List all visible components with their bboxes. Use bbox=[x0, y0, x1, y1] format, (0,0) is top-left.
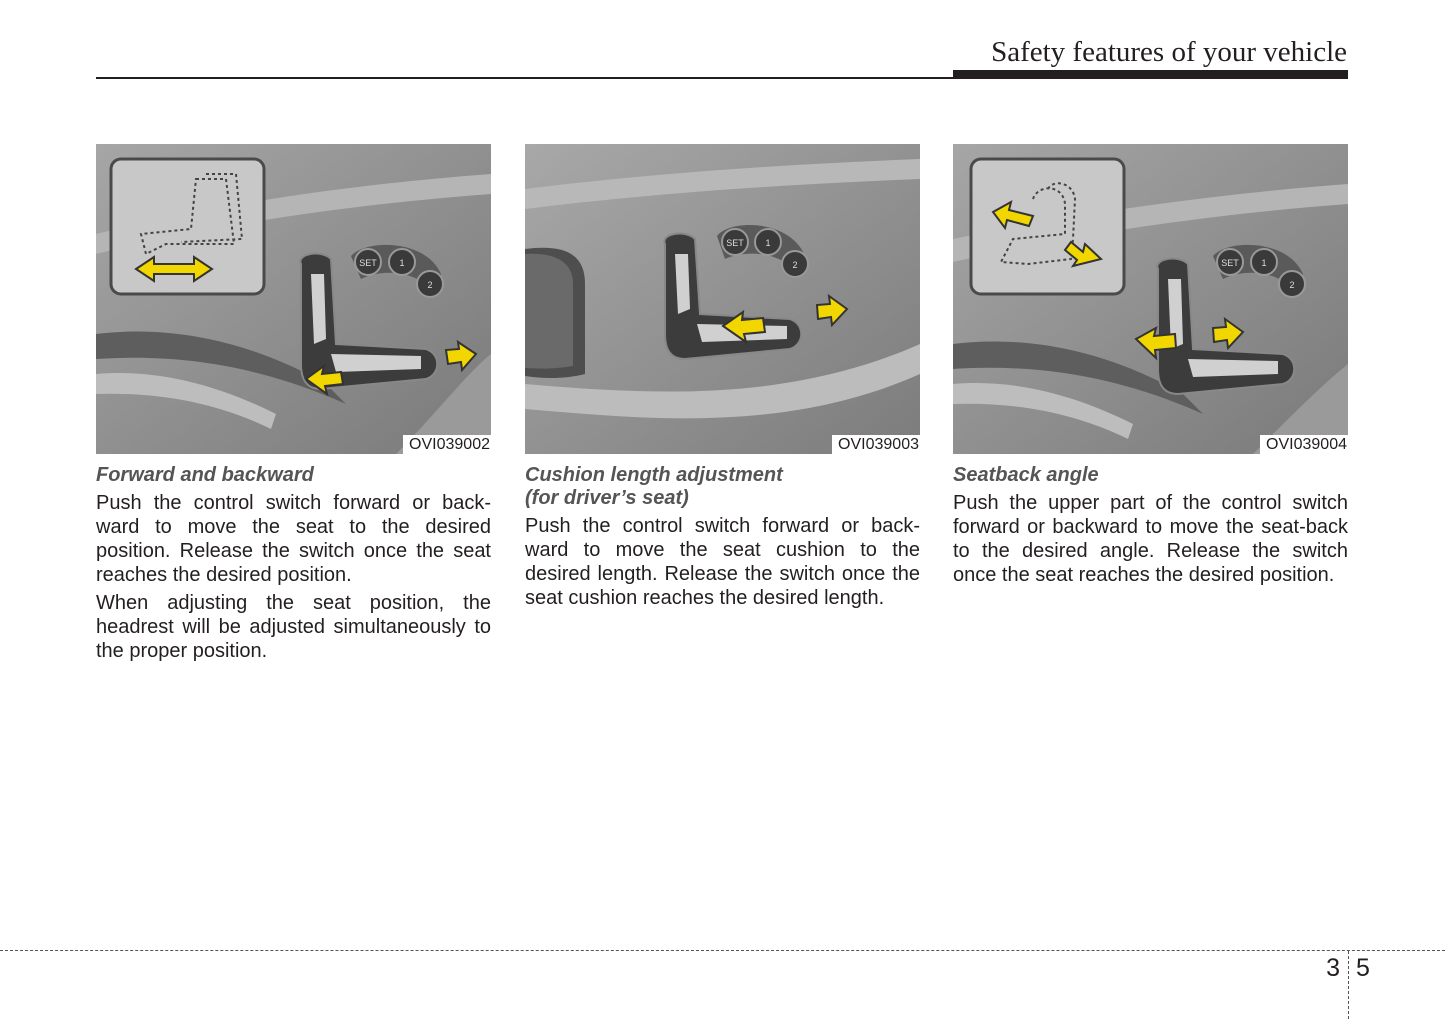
svg-text:SET: SET bbox=[1221, 258, 1239, 268]
paragraph: Push the control switch forward or back-ward to move the seat to the desired position. Release the switch once the seat reaches the desired position. bbox=[96, 492, 491, 586]
section-forward-backward bbox=[96, 144, 491, 663]
figure-code: OVI039003 bbox=[832, 435, 920, 454]
page-section-number: 3 bbox=[1326, 954, 1340, 982]
seatback-angle-illustration bbox=[953, 144, 1348, 454]
paragraph: Push the upper part of the control switch forward or backward to move the seat-back to the desired angle. Release the switch once the seat reaches the desired position. bbox=[953, 492, 1348, 586]
section-cushion-length bbox=[525, 144, 920, 610]
section-title: Cushion length adjustment (for driver’s seat) bbox=[525, 464, 783, 509]
paragraph: When adjusting the seat position, the headrest will be adjusted simultaneously to the proper position. bbox=[96, 592, 491, 662]
svg-text:1: 1 bbox=[399, 258, 405, 268]
paragraph: Push the control switch forward or back-ward to move the seat cushion to the desired length. Release the switch once the seat cushion reaches the desired length. bbox=[525, 515, 920, 609]
svg-text:1: 1 bbox=[765, 238, 771, 248]
figure-code: OVI039002 bbox=[403, 435, 491, 454]
svg-text:1: 1 bbox=[1261, 258, 1267, 268]
seat-forward-backward-illustration bbox=[96, 144, 491, 454]
footer-rule bbox=[0, 950, 1445, 951]
figure-code: OVI039004 bbox=[1260, 435, 1348, 454]
svg-text:2: 2 bbox=[1289, 280, 1295, 290]
figure-cushion-length bbox=[525, 144, 920, 454]
page-number: 5 bbox=[1356, 954, 1370, 982]
figure-seatback-angle bbox=[953, 144, 1348, 454]
svg-text:SET: SET bbox=[726, 238, 744, 248]
page-header-title: Safety features of your vehicle bbox=[991, 36, 1347, 68]
svg-text:2: 2 bbox=[792, 260, 798, 270]
footer-divider bbox=[1348, 951, 1349, 1019]
figure-forward-backward bbox=[96, 144, 491, 454]
seat-cushion-length-illustration bbox=[525, 144, 920, 454]
section-title: Forward and backward bbox=[96, 464, 314, 486]
svg-text:2: 2 bbox=[427, 280, 433, 290]
svg-text:SET: SET bbox=[359, 258, 377, 268]
section-seatback-angle bbox=[953, 144, 1348, 587]
inset-panel bbox=[971, 159, 1124, 294]
header-bar bbox=[953, 70, 1348, 79]
section-title: Seatback angle bbox=[953, 464, 1099, 486]
